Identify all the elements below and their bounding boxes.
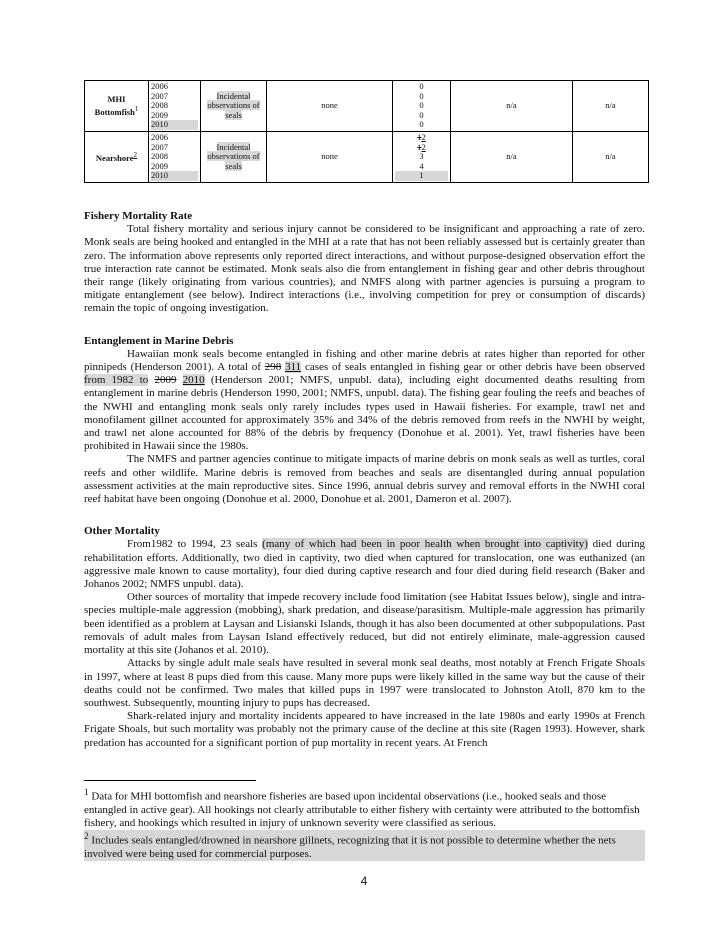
method-cell <box>201 131 267 182</box>
footnote <box>84 786 645 830</box>
deleted-text: 298 <box>264 361 282 374</box>
fishery-table <box>84 80 649 183</box>
footnote-ref: 1 <box>134 104 139 113</box>
count: 0 <box>419 81 424 91</box>
count-deleted: 1 <box>417 131 422 142</box>
fishery-name: MHI Bottomfish <box>94 93 135 117</box>
footnotes <box>84 786 645 861</box>
footnote-text: Includes seals entangled/drowned in nearshore gillnets, recognizing that it is not possible to determine whether the nets involved were being used for commercial purposes. <box>84 834 616 861</box>
table-row <box>85 81 649 132</box>
counts-cell <box>393 131 451 182</box>
count: 0 <box>419 109 424 120</box>
count: 0 <box>419 90 424 101</box>
text-run: From1982 to 1994, 23 seals <box>127 538 263 551</box>
footnote-mark: 2 <box>84 831 89 842</box>
highlighted-text: (many of which had been in poor health when brought into captivity) <box>262 538 588 551</box>
na-cell: n/a <box>451 131 573 182</box>
paragraph: Total fishery mortality and serious injury cannot be considered to be insignificant and approaching a rate of zero. Monk seals are being hooked and entangled in the MHI at a rate that has not been reliably assessed but is certainly greater than zero. The information above represents only reported direct interactions, and without purpose-designed observation effort the true interaction rate cannot be estimated. Monk seals also die from entanglement in fishing gear and other debris throughout their range (likely originating from various countries), and NMFS along with partner agencies is pursuing a program to mitigate entanglement (see below). Indirect interactions (i.e., involving competition for prey or consumption of discards) remain the topic of ongoing investigation. <box>84 223 645 315</box>
paragraph <box>84 348 645 454</box>
inserted-text: 311 <box>285 361 302 374</box>
count: 0 <box>419 100 424 111</box>
footnote-ref: 2 <box>133 150 138 159</box>
year: 2008 <box>151 151 168 162</box>
text-run: (Henderson 2001; NMFS, unpubl. data), including eight documented deaths resulting from entanglement in marine debris (Henderson 1990, 2001; NMFS, unpubl. data). The fishing gear fouling the reefs and beaches of the NWHI and entangling monk seals only rarely includes types used in Hawaii fisheries. For example, trawl net and monofilament gillnet accounted for approximately 35% and 34% of the debris removed from reefs in the NWHI by weight, and trawl net alone accounted for 88% of the debris by frequency (Donohue et al. 2001). Yet, trawl fisheries have been prohibited in Hawaii since the 1980s. <box>84 374 646 453</box>
year: 2010 <box>151 171 198 181</box>
na-cell: n/a <box>573 81 649 132</box>
na-cell: n/a <box>451 81 573 132</box>
method-cell <box>201 81 267 132</box>
count: 3 <box>419 151 424 162</box>
fishery-name: Nearshore <box>95 152 134 163</box>
section-heading: Other Mortality <box>84 525 160 538</box>
paragraph: The NMFS and partner agencies continue to mitigate impacts of marine debris on monk seals as well as turtles, coral reefs and other wildlife. Marine debris is removed from beaches and seals are disentangled during annual population assessment activities at the main reproductive sites. Since 1996, annual debris survey and removal efforts in the NWHI coral reef habitat have been ongoing (Donohue et al. 2000, Donohue et al. 2001, Dameron et al. 2007). <box>84 453 645 506</box>
section-heading: Entanglement in Marine Debris <box>84 334 234 347</box>
text-run: cases of seals entangled in fishing gear or other debris have been observed <box>301 361 645 374</box>
year: 2008 <box>151 100 168 111</box>
footnote-mark: 1 <box>84 787 89 797</box>
count-inserted: 2 <box>421 141 426 152</box>
body-text <box>84 203 645 750</box>
highlighted-text: from 1982 to <box>84 374 149 387</box>
section-heading: Fishery Mortality Rate <box>84 210 193 222</box>
paragraph: Attacks by single adult male seals have resulted in several monk seal deaths, most notably at French Frigate Shoals in 1997, where at least 8 pups died from this cause. Many more pups were likely killed in the same way but the cause of their deaths could not be confirmed. Two males that killed pups in 1997 were translocated to Johnston Atoll, 870 km to the southwest. Subsequently, mounting injury to pups has decreased. <box>84 657 645 709</box>
fishery-name-cell <box>85 81 149 132</box>
na-cell: n/a <box>573 131 649 182</box>
deleted-text: 2009 <box>154 374 177 387</box>
footnote <box>84 830 645 861</box>
count-inserted: 2 <box>421 131 426 142</box>
paragraph: Shark-related injury and mortality incidents appeared to have increased in the late 1980s and early 1990s at French Frigate Shoals, but such mortality was probably not the primary cause of the decline at this site (Ragen 1993). However, shark predation has accounted for a significant portion of pup mortality in recent years. At French <box>84 710 645 749</box>
footnote-divider <box>84 780 256 781</box>
year: 2007 <box>151 90 168 101</box>
count: 4 <box>419 160 424 171</box>
method-text: Incidental observations of seals <box>207 141 260 171</box>
text-run: died during rehabilitation efforts. Additionally, two died in captivity, two died when captured for translocation, one was euthanized (an aggressive male known to cause mortality), four died during captive research and four died during field research (Baker and Johanos 2002; NMFS unpubl. data). <box>84 538 645 591</box>
table-row <box>85 131 649 182</box>
fishery-name-cell <box>85 131 149 182</box>
year: 2007 <box>151 141 168 152</box>
paragraph: Other sources of mortality that impede recovery include food limitation (see Habitat Issues below), single and intra-species multiple-male aggression (mobbing), shark predation, and disease/parasitism. Multiple-male aggression has primarily been identified as a problem at Laysan and Lisianski Islands, though it has also been documented at other subpopulations. Past removals of adult males from Laysan Island effectively reduced, but did not entirely eliminate, male-aggression caused mortality at this site (Johanos et al. 2010). <box>84 591 645 657</box>
counts-cell <box>393 81 451 132</box>
inserted-text: 2010 <box>182 374 205 387</box>
count: 1 <box>395 171 448 181</box>
text-run: Hawaiian monk seals become entangled in fishing and other marine debris at rates higher than reported for other pinnipeds (Henderson 2001). A total of <box>84 347 645 374</box>
none-cell: none <box>267 81 393 132</box>
years-cell <box>149 81 201 132</box>
year: 2010 <box>151 120 198 130</box>
year: 2009 <box>151 109 168 120</box>
method-text: Incidental observations of seals <box>207 90 260 120</box>
years-cell <box>149 131 201 182</box>
count-deleted: 1 <box>417 141 422 152</box>
page-number: 4 <box>360 874 368 888</box>
footnote-text: Data for MHI bottomfish and nearshore fisheries are based upon incidental observations (i.e., hooked seals and those entangled in active gear). All hookings not clearly attributable to either fishery with certainty were attributed to the bottomfish fishery, and hookings which resulted in injury of unknown severity were classified as serious. <box>84 790 640 830</box>
count: 0 <box>419 119 424 130</box>
paragraph <box>84 538 645 591</box>
year: 2009 <box>151 160 168 171</box>
year: 2006 <box>151 81 168 91</box>
year: 2006 <box>151 131 168 142</box>
none-cell: none <box>267 131 393 182</box>
